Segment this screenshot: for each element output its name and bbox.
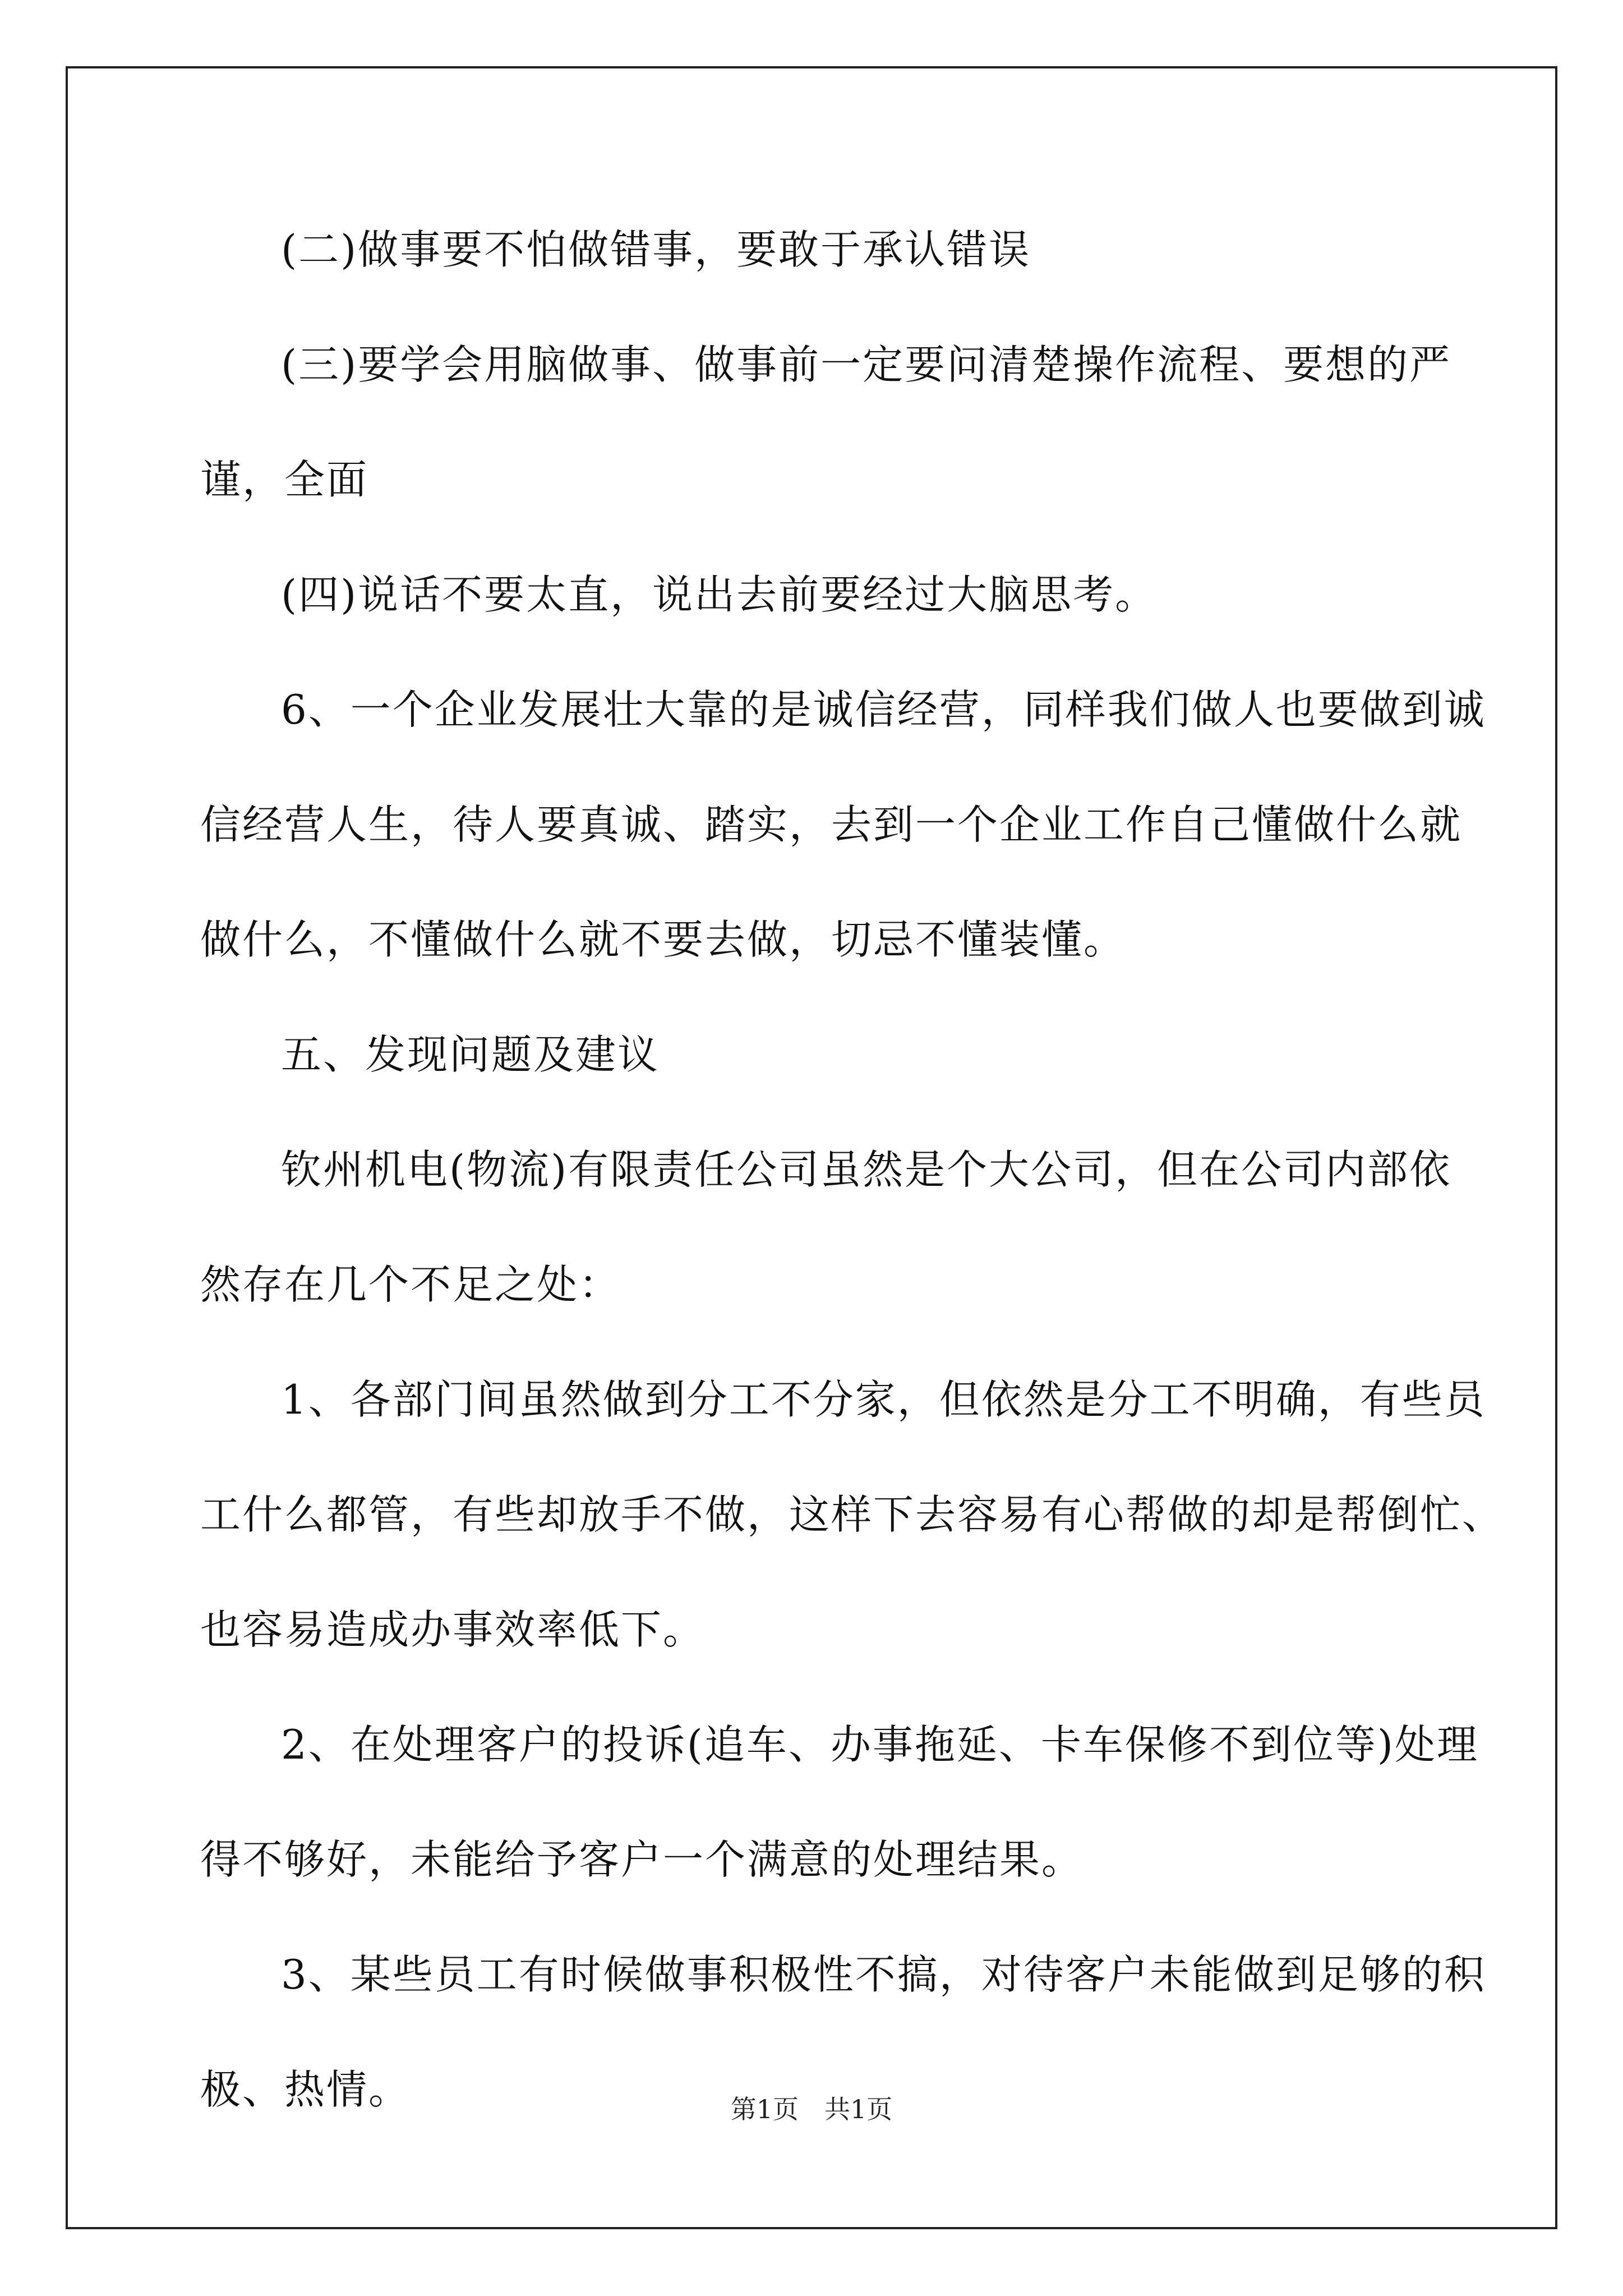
page-total: 共1页 — [824, 2094, 893, 2124]
paragraph-line: 然存在几个不足之处： — [200, 1261, 621, 1308]
page-footer — [0, 2092, 1623, 2126]
paragraph-line: 钦州机电(物流)有限责任公司虽然是个大公司，但在公司内部依 — [281, 1146, 1452, 1193]
paragraph-line: (三)要学会用脑做事、做事前一定要问清楚操作流程、要想的严 — [281, 341, 1452, 388]
paragraph-line: 得不够好，未能给予客户一个满意的处理结果。 — [200, 1836, 1084, 1883]
paragraph-line: 3、某些员工有时候做事积极性不搞，对待客户未能做到足够的积 — [281, 1951, 1486, 1998]
page-number: 第1页 — [730, 2094, 799, 2124]
paragraph-line: (四)说话不要太直，说出去前要经过大脑思考。 — [281, 571, 1158, 618]
paragraph-line: 极、热情。 — [200, 2066, 411, 2113]
paragraph-line: 工什么都管，有些却放手不做，这样下去容易有心帮做的却是帮倒忙、 — [200, 1491, 1505, 1538]
paragraph-line: 1、各部门间虽然做到分工不分家，但依然是分工不明确，有些员 — [281, 1376, 1486, 1423]
paragraph-line: 谨，全面 — [200, 456, 369, 503]
paragraph-line: 信经营人生，待人要真诚、踏实，去到一个企业工作自己懂做什么就 — [200, 801, 1463, 848]
section-heading: 五、发现问题及建议 — [281, 1031, 660, 1078]
paragraph-line: (二)做事要不怕做错事，要敢于承认错误 — [281, 226, 1031, 273]
paragraph-line: 也容易造成办事效率低下。 — [200, 1606, 706, 1653]
paragraph-line: 做什么，不懂做什么就不要去做，切忌不懂装懂。 — [200, 916, 1126, 963]
paragraph-line: 6、一个企业发展壮大靠的是诚信经营，同样我们做人也要做到诚 — [281, 686, 1486, 733]
paragraph-line: 2、在处理客户的投诉(追车、办事拖延、卡车保修不到位等)处理 — [281, 1721, 1479, 1768]
